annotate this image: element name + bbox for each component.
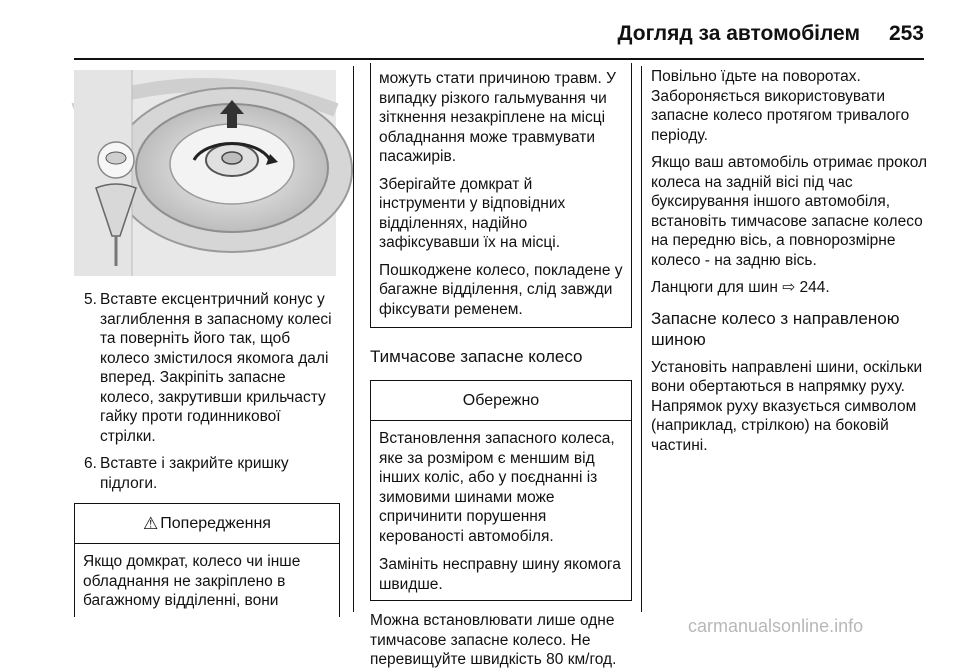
spare-wheel-illustration xyxy=(74,70,336,276)
spare-wheel-drawing xyxy=(74,70,336,276)
caution-title: Обережно xyxy=(462,391,540,409)
warning-box-continued xyxy=(370,63,632,328)
column-divider-left xyxy=(353,66,354,612)
step-5 xyxy=(74,290,340,446)
directional-tire-paragraph: Установіть направлені шини, оскільки вони обертаються в напрямку руху. Напрямок руху вказується символом (наприклад, стрілкою) на боковій частині. xyxy=(651,358,923,454)
caution-box-header xyxy=(371,381,631,421)
warning-text: Якщо домкрат, колесо чи інше обладнання не закріплено в багажному відділенні, вони xyxy=(83,553,301,609)
chapter-title: Догляд за автомобілем xyxy=(617,22,860,45)
body-paragraph: Якщо ваш автомобіль отримає прокол колеса на задній вісі під час буксирування іншого автомобіля, встановіть тимчасове запасне колесо на передню вісь, а повнорозмірне колесо - на задню вісь. xyxy=(651,154,928,269)
steps-list xyxy=(74,290,340,493)
body-paragraph: Повільно їдьте на поворотах. Забороняється використовувати запасне колесо протягом тривалого періоду. xyxy=(651,68,910,144)
warning-title: Попередження xyxy=(160,514,271,532)
warning-cont-paragraph: можуть стати причиною травм. У випадку різкого гальмування чи зіткнення незакріплене на місці обладнання може травмувати пасажирів. xyxy=(379,70,616,165)
step-number: 5. xyxy=(84,291,97,308)
caution-paragraph: Замініть несправну шину якомога швидше. xyxy=(379,556,621,593)
warning-triangle-icon: ⚠ xyxy=(143,513,159,533)
section-title-directional-tire: Запасне колесо з направленою шиною xyxy=(651,308,900,349)
column-2 xyxy=(370,63,632,670)
caution-paragraph: Встановлення запасного колеса, яке за розміром є меншим від інших коліс, або у поєднанні із зимовими шинами може спричинити порушення керованості автомобіля. xyxy=(379,430,615,545)
warning-box-body xyxy=(75,544,339,617)
step-number: 6. xyxy=(84,455,97,472)
step-text: Вставте і закрийте кришку підлоги. xyxy=(100,455,289,492)
page-header xyxy=(0,10,960,54)
tire-chains-reference-link[interactable]: Ланцюги для шин ⇨ 244. xyxy=(651,279,830,296)
section-title-temporary-spare: Тимчасове запасне колесо xyxy=(370,347,583,366)
caution-box xyxy=(370,380,632,601)
warning-cont-paragraph: Пошкоджене колесо, покладене у багажне відділення, слід завжди фіксувати ременем. xyxy=(379,261,623,318)
column-divider-right xyxy=(641,66,642,612)
warning-box xyxy=(74,503,340,617)
header-rule xyxy=(74,58,924,60)
column-3 xyxy=(651,67,929,455)
column-1 xyxy=(74,70,340,617)
warning-box-header xyxy=(75,504,339,544)
speed-limit-paragraph: Можна встановлювати лише одне тимчасове запасне колесо. Не перевищуйте швидкість 80 км/год. xyxy=(370,612,617,668)
caution-box-body xyxy=(371,421,631,600)
warning-cont-paragraph: Зберігайте домкрат й інструменти у відповідних відділеннях, надійно зафіксувавши їх на місці. xyxy=(379,175,566,251)
step-text: Вставте ексцентричний конус у заглиблення в запасному колесі та поверніть його так, щоб колесо змістилося якомога далі вперед. Закріпіть запасне колесо, закрутивши крильчасту гайку проти годинникової стрілки. xyxy=(100,291,332,445)
step-6 xyxy=(74,454,340,493)
watermark: carmanualsonline.info xyxy=(688,616,864,636)
page-number: 253 xyxy=(888,22,924,45)
